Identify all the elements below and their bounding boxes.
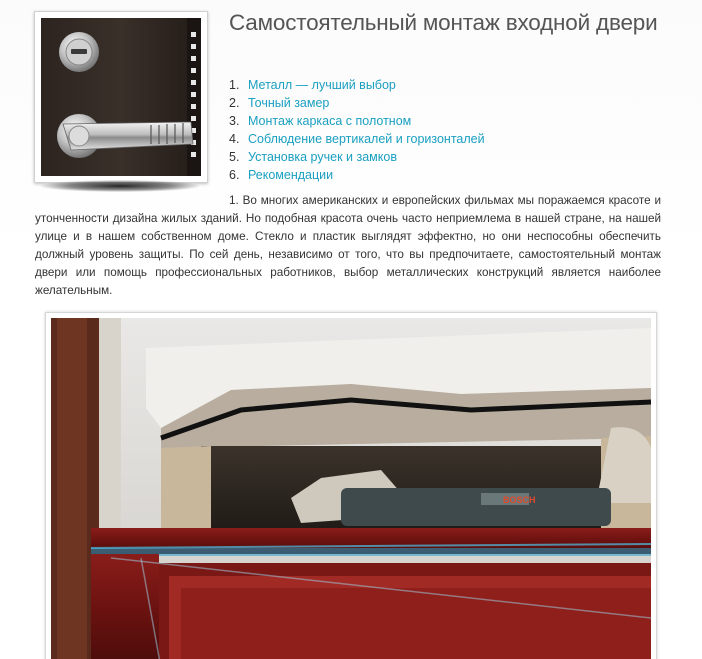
toc-item (229, 94, 485, 112)
thumbnail-image (34, 11, 208, 183)
toc-item (229, 76, 485, 94)
toc-item (229, 166, 485, 184)
main-photo (45, 312, 657, 659)
toc-item (229, 112, 485, 130)
thumbnail-shadow (40, 180, 200, 192)
door-frame-installation-photo (51, 318, 651, 659)
toc-link[interactable]: Металл — лучший выбор (248, 78, 396, 92)
toc-link[interactable]: Точный замер (248, 96, 330, 110)
toc-link[interactable]: Установка ручек и замков (248, 150, 397, 164)
intro-paragraph: 1. Во многих американских и европейских фильмах мы поражаемся красоте и утонченности дизайна жилых зданий. Но подобная красота очень часто неприемлема в нашей стране, на нашей улице и в нашем собственном доме. Стекло и пластик выглядят эффектно, но они неспособны обеспечить должный уровень защиты. По сей день, независимо от того, что вы предпочитаете, самостоятельный монтаж двери или помощь профессиональных работников, выбор металлических конструкций является наиболее желательным. (35, 194, 661, 297)
toc-number: 1. (229, 78, 240, 92)
svg-text:BOSCH: BOSCH (503, 495, 536, 505)
article-title: Самостоятельный монтаж входной двери (229, 10, 658, 35)
table-of-contents (229, 76, 485, 184)
toc-number: 4. (229, 132, 240, 146)
toc-link[interactable]: Соблюдение вертикалей и горизонталей (248, 132, 485, 146)
toc-number: 6. (229, 168, 240, 182)
toc-number: 3. (229, 114, 240, 128)
toc-number: 2. (229, 96, 240, 110)
toc-number: 5. (229, 150, 240, 164)
toc-link[interactable]: Монтаж каркаса с полотном (248, 114, 412, 128)
toc-item (229, 130, 485, 148)
door-handle-photo (41, 18, 201, 176)
toc-link[interactable]: Рекомендации (248, 168, 334, 182)
toc-item (229, 148, 485, 166)
